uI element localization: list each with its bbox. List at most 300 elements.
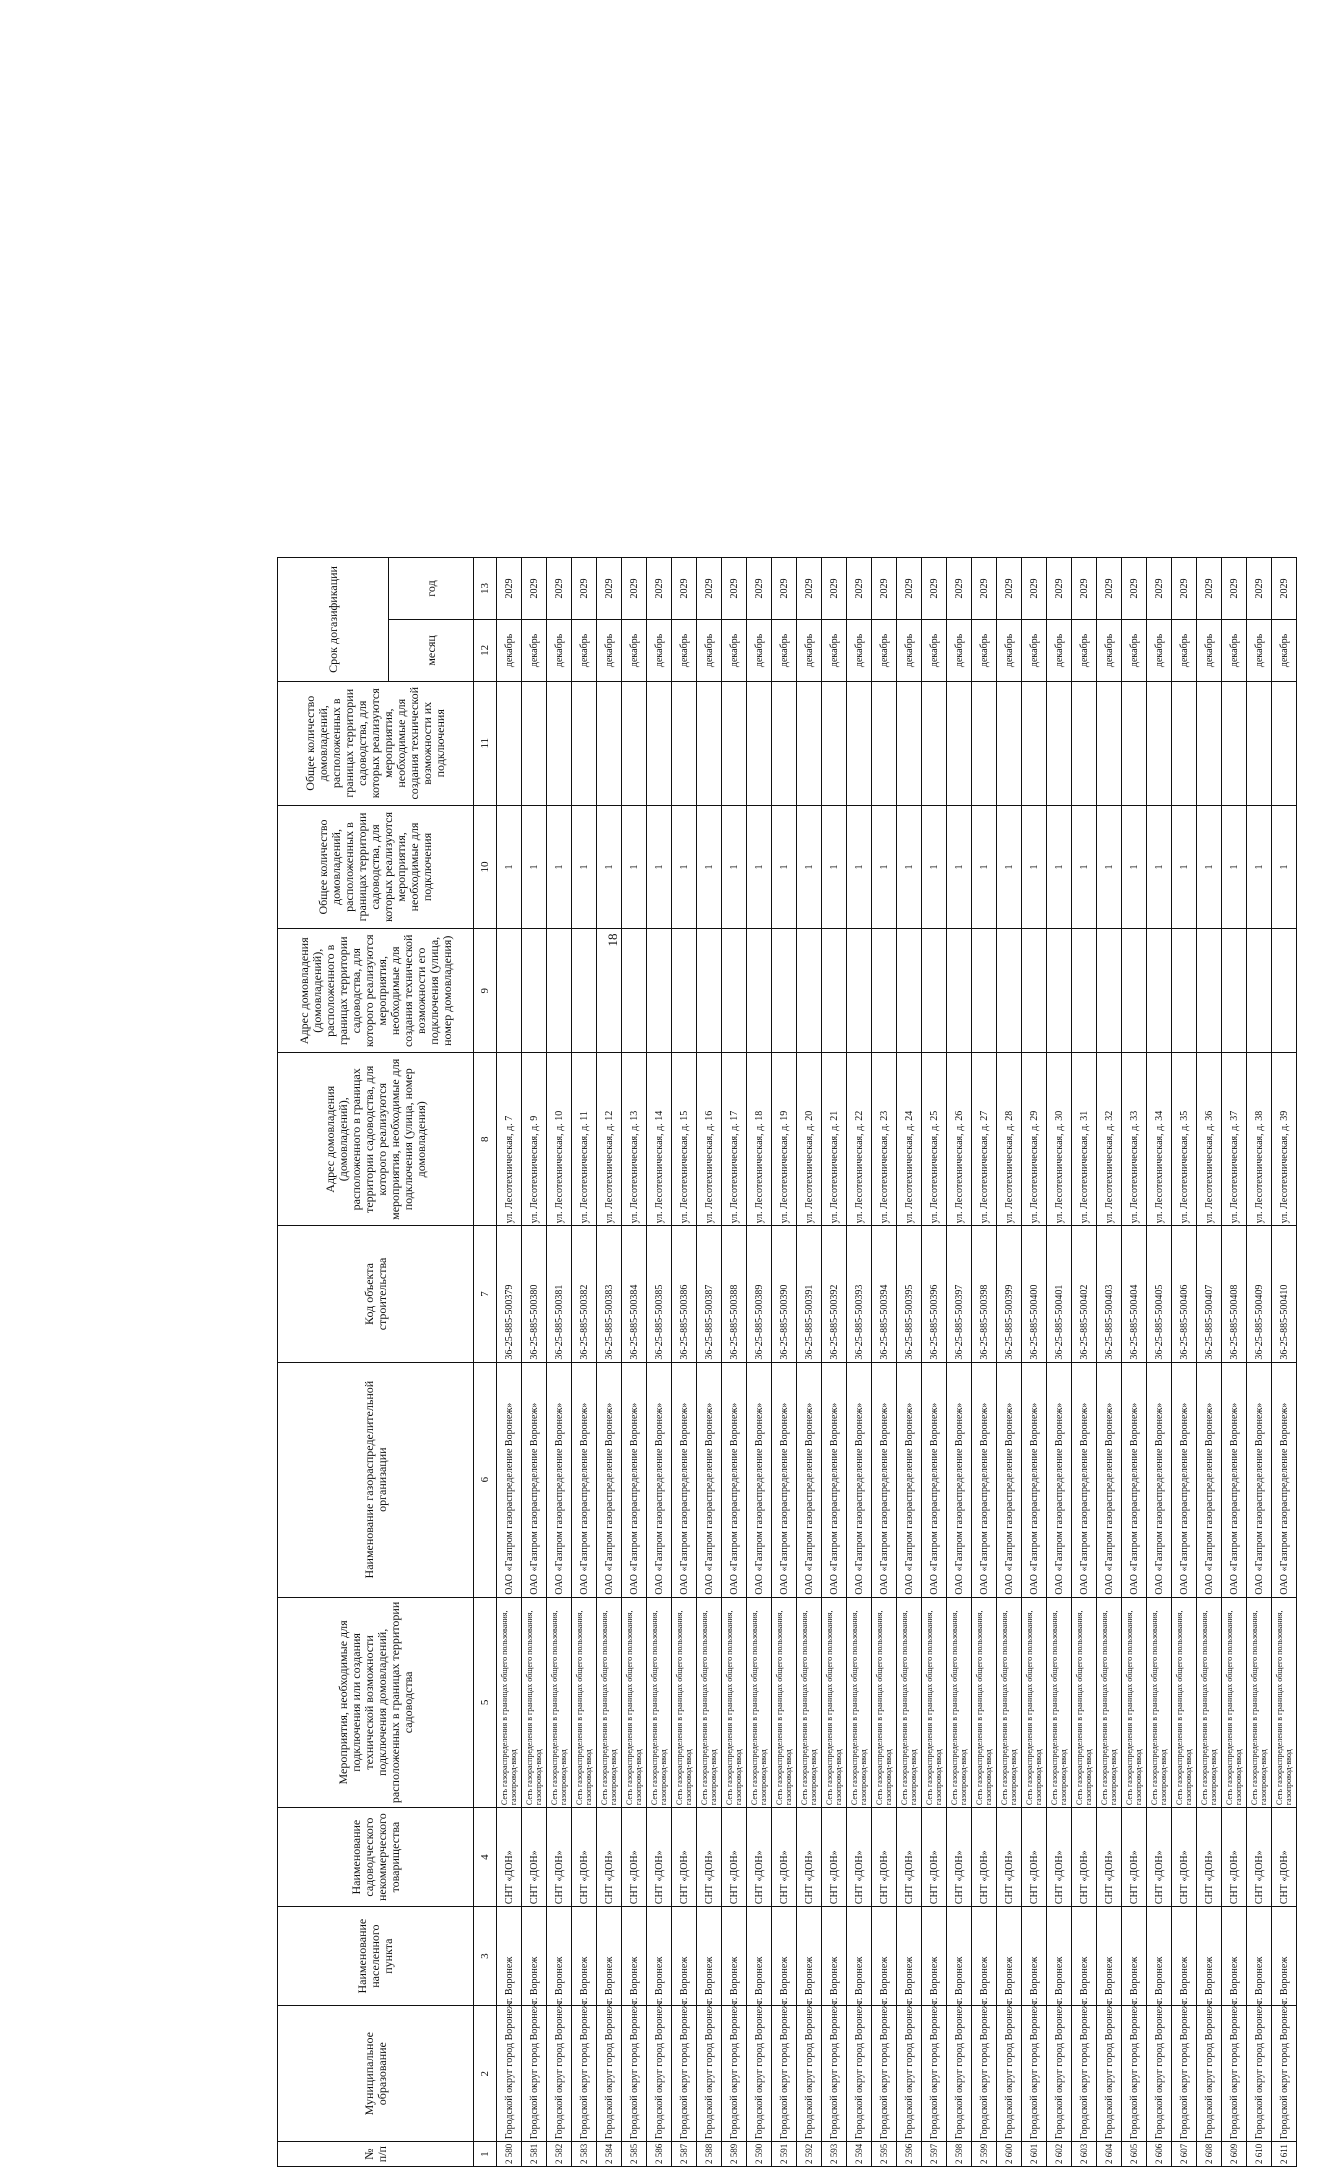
deadline-year-cell: 2029 xyxy=(946,557,971,619)
partnership-cell: СНТ «ДОН» xyxy=(1171,1807,1196,1906)
object-code-cell: 36-25-885-500393 xyxy=(846,1225,871,1361)
row-number-cell: 2 588 xyxy=(696,2141,721,2166)
row-number-cell: 2 609 xyxy=(1221,2141,1246,2166)
count-connection-cell: 1 xyxy=(921,805,946,929)
column-number: 1 xyxy=(473,2141,496,2166)
count-connection-cell: 1 xyxy=(571,805,596,929)
partnership-cell: СНТ «ДОН» xyxy=(646,1807,671,1906)
gas-organization-cell: ОАО «Газпром газораспределение Воронеж» xyxy=(696,1362,721,1597)
gas-organization-cell: ОАО «Газпром газораспределение Воронеж» xyxy=(1121,1362,1146,1597)
count-connection-cell: 1 xyxy=(846,805,871,929)
gas-organization-cell: ОАО «Газпром газораспределение Воронеж» xyxy=(746,1362,771,1597)
measures-cell: Сеть газораспределения в границах общего пользования, газопровод-ввод xyxy=(871,1597,896,1807)
object-code-cell: 36-25-885-500403 xyxy=(1096,1225,1121,1361)
partnership-cell: СНТ «ДОН» xyxy=(771,1807,796,1906)
settlement-cell: г. Воронеж xyxy=(996,1906,1021,2005)
address-connection-cell: ул. Лесотехническая, д. 31 xyxy=(1071,1052,1096,1225)
row-number-cell: 2 598 xyxy=(946,2141,971,2166)
municipality-cell: Городской округ город Воронеж xyxy=(1196,2005,1221,2141)
row-number-cell: 2 587 xyxy=(671,2141,696,2166)
object-code-cell: 36-25-885-500388 xyxy=(721,1225,746,1361)
deadline-year-cell: 2029 xyxy=(1171,557,1196,619)
deadline-month-cell: декабрь xyxy=(646,619,671,681)
column-number: 7 xyxy=(473,1225,496,1361)
address-technical-cell xyxy=(871,928,896,1052)
gas-organization-cell: ОАО «Газпром газораспределение Воронеж» xyxy=(1146,1362,1171,1597)
municipality-cell: Городской округ город Воронеж xyxy=(971,2005,996,2141)
municipality-cell: Городской округ город Воронеж xyxy=(646,2005,671,2141)
measures-cell: Сеть газораспределения в границах общего пользования, газопровод-ввод xyxy=(721,1597,746,1807)
gas-organization-cell: ОАО «Газпром газораспределение Воронеж» xyxy=(1171,1362,1196,1597)
address-connection-cell: ул. Лесотехническая, д. 19 xyxy=(771,1052,796,1225)
address-technical-cell xyxy=(596,928,621,1052)
municipality-cell: Городской округ город Воронеж xyxy=(946,2005,971,2141)
address-technical-cell xyxy=(1071,928,1096,1052)
settlement-cell: г. Воронеж xyxy=(496,1906,521,2005)
address-connection-cell: ул. Лесотехническая, д. 37 xyxy=(1221,1052,1246,1225)
row-number-cell: 2 596 xyxy=(896,2141,921,2166)
table-row xyxy=(1221,557,1246,2166)
partnership-cell: СНТ «ДОН» xyxy=(1146,1807,1171,1906)
object-code-cell: 36-25-885-500382 xyxy=(571,1225,596,1361)
gas-organization-cell: ОАО «Газпром газораспределение Воронеж» xyxy=(921,1362,946,1597)
address-connection-cell: ул. Лесотехническая, д. 35 xyxy=(1171,1052,1196,1225)
count-technical-cell xyxy=(946,681,971,805)
row-number-cell: 2 591 xyxy=(771,2141,796,2166)
table-row xyxy=(496,557,521,2166)
table-row xyxy=(1146,557,1171,2166)
row-number-cell: 2 599 xyxy=(971,2141,996,2166)
count-technical-cell xyxy=(521,681,546,805)
partnership-cell: СНТ «ДОН» xyxy=(871,1807,896,1906)
address-technical-cell xyxy=(521,928,546,1052)
deadline-month-cell: декабрь xyxy=(1146,619,1171,681)
municipality-cell: Городской округ город Воронеж xyxy=(871,2005,896,2141)
address-technical-cell xyxy=(621,928,646,1052)
count-technical-cell xyxy=(546,681,571,805)
table-row xyxy=(571,557,596,2166)
row-number-cell: 2 597 xyxy=(921,2141,946,2166)
address-technical-cell xyxy=(496,928,521,1052)
deadline-month-cell: декабрь xyxy=(721,619,746,681)
address-connection-cell: ул. Лесотехническая, д. 15 xyxy=(671,1052,696,1225)
count-technical-cell xyxy=(696,681,721,805)
row-number-cell: 2 604 xyxy=(1096,2141,1121,2166)
settlement-cell: г. Воронеж xyxy=(1071,1906,1096,2005)
count-technical-cell xyxy=(496,681,521,805)
address-technical-cell xyxy=(1121,928,1146,1052)
column-number: 13 xyxy=(473,557,496,619)
settlement-cell: г. Воронеж xyxy=(546,1906,571,2005)
row-number-cell: 2 586 xyxy=(646,2141,671,2166)
count-connection-cell: 1 xyxy=(871,805,896,929)
deadline-year-cell: 2029 xyxy=(896,557,921,619)
gas-organization-cell: ОАО «Газпром газораспределение Воронеж» xyxy=(1221,1362,1246,1597)
measures-cell: Сеть газораспределения в границах общего пользования, газопровод-ввод xyxy=(771,1597,796,1807)
table-row xyxy=(646,557,671,2166)
measures-cell: Сеть газораспределения в границах общего пользования, газопровод-ввод xyxy=(521,1597,546,1807)
address-technical-cell xyxy=(771,928,796,1052)
measures-cell: Сеть газораспределения в границах общего пользования, газопровод-ввод xyxy=(821,1597,846,1807)
deadline-year-cell: 2029 xyxy=(771,557,796,619)
measures-cell: Сеть газораспределения в границах общего пользования, газопровод-ввод xyxy=(696,1597,721,1807)
table-row xyxy=(596,557,621,2166)
gas-organization-cell: ОАО «Газпром газораспределение Воронеж» xyxy=(1046,1362,1071,1597)
address-connection-cell: ул. Лесотехническая, д. 28 xyxy=(996,1052,1021,1225)
column-number: 6 xyxy=(473,1362,496,1597)
row-number-cell: 2 580 xyxy=(496,2141,521,2166)
deadline-year-cell: 2029 xyxy=(496,557,521,619)
count-technical-cell xyxy=(1096,681,1121,805)
deadline-month-cell: декабрь xyxy=(1046,619,1071,681)
measures-cell: Сеть газораспределения в границах общего пользования, газопровод-ввод xyxy=(971,1597,996,1807)
count-technical-cell xyxy=(996,681,1021,805)
count-technical-cell xyxy=(1146,681,1171,805)
address-connection-cell: ул. Лесотехническая, д. 32 xyxy=(1096,1052,1121,1225)
count-connection-cell: 1 xyxy=(971,805,996,929)
table-row xyxy=(1096,557,1121,2166)
settlement-cell: г. Воронеж xyxy=(1096,1906,1121,2005)
address-connection-cell: ул. Лесотехническая, д. 39 xyxy=(1271,1052,1296,1225)
object-code-cell: 36-25-885-500395 xyxy=(896,1225,921,1361)
count-technical-cell xyxy=(646,681,671,805)
address-technical-cell xyxy=(746,928,771,1052)
measures-cell: Сеть газораспределения в границах общего пользования, газопровод-ввод xyxy=(546,1597,571,1807)
object-code-cell: 36-25-885-500400 xyxy=(1021,1225,1046,1361)
deadline-year-cell: 2029 xyxy=(871,557,896,619)
header-municipality: Муниципальное образование xyxy=(277,2005,473,2141)
table-row xyxy=(1196,557,1221,2166)
partnership-cell: СНТ «ДОН» xyxy=(1021,1807,1046,1906)
deadline-year-cell: 2029 xyxy=(571,557,596,619)
deadline-year-cell: 2029 xyxy=(1071,557,1096,619)
count-technical-cell xyxy=(596,681,621,805)
row-number-cell: 2 592 xyxy=(796,2141,821,2166)
deadline-year-cell: 2029 xyxy=(921,557,946,619)
measures-cell: Сеть газораспределения в границах общего пользования, газопровод-ввод xyxy=(646,1597,671,1807)
address-connection-cell: ул. Лесотехническая, д. 16 xyxy=(696,1052,721,1225)
gas-organization-cell: ОАО «Газпром газораспределение Воронеж» xyxy=(796,1362,821,1597)
object-code-cell: 36-25-885-500385 xyxy=(646,1225,671,1361)
object-code-cell: 36-25-885-500407 xyxy=(1196,1225,1221,1361)
count-technical-cell xyxy=(721,681,746,805)
object-code-cell: 36-25-885-500396 xyxy=(921,1225,946,1361)
partnership-cell: СНТ «ДОН» xyxy=(1271,1807,1296,1906)
count-technical-cell xyxy=(771,681,796,805)
settlement-cell: г. Воронеж xyxy=(671,1906,696,2005)
municipality-cell: Городской округ город Воронеж xyxy=(696,2005,721,2141)
address-technical-cell xyxy=(721,928,746,1052)
municipality-cell: Городской округ город Воронеж xyxy=(1246,2005,1271,2141)
address-connection-cell: ул. Лесотехническая, д. 14 xyxy=(646,1052,671,1225)
municipality-cell: Городской округ город Воронеж xyxy=(1096,2005,1121,2141)
row-number-cell: 2 583 xyxy=(571,2141,596,2166)
table-row xyxy=(921,557,946,2166)
count-technical-cell xyxy=(846,681,871,805)
address-technical-cell xyxy=(1171,928,1196,1052)
column-number: 10 xyxy=(473,805,496,929)
deadline-year-cell: 2029 xyxy=(796,557,821,619)
deadline-month-cell: декабрь xyxy=(896,619,921,681)
count-technical-cell xyxy=(1046,681,1071,805)
partnership-cell: СНТ «ДОН» xyxy=(496,1807,521,1906)
count-technical-cell xyxy=(1221,681,1246,805)
object-code-cell: 36-25-885-500380 xyxy=(521,1225,546,1361)
partnership-cell: СНТ «ДОН» xyxy=(821,1807,846,1906)
table-body xyxy=(496,557,1296,2166)
count-connection-cell: 1 xyxy=(1221,805,1246,929)
deadline-month-cell: декабрь xyxy=(1071,619,1096,681)
count-connection-cell: 1 xyxy=(946,805,971,929)
measures-cell: Сеть газораспределения в границах общего пользования, газопровод-ввод xyxy=(1071,1597,1096,1807)
count-connection-cell: 1 xyxy=(1121,805,1146,929)
deadline-month-cell: декабрь xyxy=(1121,619,1146,681)
deadline-month-cell: декабрь xyxy=(771,619,796,681)
row-number-cell: 2 602 xyxy=(1046,2141,1071,2166)
address-technical-cell xyxy=(1196,928,1221,1052)
header-month: месяц xyxy=(388,619,473,681)
partnership-cell: СНТ «ДОН» xyxy=(946,1807,971,1906)
measures-cell: Сеть газораспределения в границах общего пользования, газопровод-ввод xyxy=(1146,1597,1171,1807)
count-technical-cell xyxy=(921,681,946,805)
settlement-cell: г. Воронеж xyxy=(971,1906,996,2005)
settlement-cell: г. Воронеж xyxy=(596,1906,621,2005)
address-technical-cell xyxy=(696,928,721,1052)
header-gas-organization: Наименование газораспределительной организации xyxy=(277,1362,473,1597)
object-code-cell: 36-25-885-500406 xyxy=(1171,1225,1196,1361)
count-connection-cell: 1 xyxy=(771,805,796,929)
count-connection-cell: 1 xyxy=(1196,805,1221,929)
header-count-connection: Общее количество домовладений, расположенных в границах территории садоводства, для которых реализуются мероприятия, необходимые для подключения xyxy=(277,805,473,929)
gas-organization-cell: ОАО «Газпром газораспределение Воронеж» xyxy=(771,1362,796,1597)
municipality-cell: Городской округ город Воронеж xyxy=(996,2005,1021,2141)
address-connection-cell: ул. Лесотехническая, д. 26 xyxy=(946,1052,971,1225)
measures-cell: Сеть газораспределения в границах общего пользования, газопровод-ввод xyxy=(1021,1597,1046,1807)
row-number-cell: 2 585 xyxy=(621,2141,646,2166)
object-code-cell: 36-25-885-500379 xyxy=(496,1225,521,1361)
count-technical-cell xyxy=(671,681,696,805)
municipality-cell: Городской округ город Воронеж xyxy=(771,2005,796,2141)
settlement-cell: г. Воронеж xyxy=(846,1906,871,2005)
measures-cell: Сеть газораспределения в границах общего пользования, газопровод-ввод xyxy=(671,1597,696,1807)
address-connection-cell: ул. Лесотехническая, д. 7 xyxy=(496,1052,521,1225)
address-connection-cell: ул. Лесотехническая, д. 21 xyxy=(821,1052,846,1225)
address-technical-cell xyxy=(1146,928,1171,1052)
count-connection-cell: 1 xyxy=(1046,805,1071,929)
header-address-technical: Адрес домовладения (домовладений), расположенного в границах территории садоводства, для которого реализуются мероприятия, необходимые для создания технической возможности его подключения (улица, номер домовладения) xyxy=(277,928,473,1052)
deadline-year-cell: 2029 xyxy=(1046,557,1071,619)
municipality-cell: Городской округ город Воронеж xyxy=(496,2005,521,2141)
address-technical-cell xyxy=(846,928,871,1052)
row-number-cell: 2 610 xyxy=(1246,2141,1271,2166)
gas-organization-cell: ОАО «Газпром газораспределение Воронеж» xyxy=(671,1362,696,1597)
deadline-year-cell: 2029 xyxy=(971,557,996,619)
address-technical-cell xyxy=(996,928,1021,1052)
address-connection-cell: ул. Лесотехническая, д. 24 xyxy=(896,1052,921,1225)
partnership-cell: СНТ «ДОН» xyxy=(971,1807,996,1906)
address-technical-cell xyxy=(971,928,996,1052)
deadline-year-cell: 2029 xyxy=(1271,557,1296,619)
count-technical-cell xyxy=(1121,681,1146,805)
address-technical-cell xyxy=(1096,928,1121,1052)
partnership-cell: СНТ «ДОН» xyxy=(1246,1807,1271,1906)
table-row xyxy=(846,557,871,2166)
address-connection-cell: ул. Лесотехническая, д. 20 xyxy=(796,1052,821,1225)
address-technical-cell xyxy=(1021,928,1046,1052)
column-number: 9 xyxy=(473,928,496,1052)
count-technical-cell xyxy=(1071,681,1096,805)
gas-organization-cell: ОАО «Газпром газораспределение Воронеж» xyxy=(646,1362,671,1597)
measures-cell: Сеть газораспределения в границах общего пользования, газопровод-ввод xyxy=(746,1597,771,1807)
header-measures: Мероприятия, необходимые для подключения или создания технической возможности подключения домовладений, расположенных в границах территории садоводства xyxy=(277,1597,473,1807)
address-connection-cell: ул. Лесотехническая, д. 33 xyxy=(1121,1052,1146,1225)
measures-cell: Сеть газораспределения в границах общего пользования, газопровод-ввод xyxy=(796,1597,821,1807)
measures-cell: Сеть газораспределения в границах общего пользования, газопровод-ввод xyxy=(1121,1597,1146,1807)
municipality-cell: Городской округ город Воронеж xyxy=(1146,2005,1171,2141)
address-connection-cell: ул. Лесотехническая, д. 29 xyxy=(1021,1052,1046,1225)
table-header xyxy=(277,557,496,2166)
address-connection-cell: ул. Лесотехническая, д. 30 xyxy=(1046,1052,1071,1225)
table-row xyxy=(1271,557,1296,2166)
table-row xyxy=(871,557,896,2166)
partnership-cell: СНТ «ДОН» xyxy=(521,1807,546,1906)
object-code-cell: 36-25-885-500397 xyxy=(946,1225,971,1361)
table-row xyxy=(771,557,796,2166)
table-row xyxy=(1046,557,1071,2166)
gas-organization-cell: ОАО «Газпром газораспределение Воронеж» xyxy=(496,1362,521,1597)
municipality-cell: Городской округ город Воронеж xyxy=(621,2005,646,2141)
settlement-cell: г. Воронеж xyxy=(696,1906,721,2005)
settlement-cell: г. Воронеж xyxy=(871,1906,896,2005)
row-number-cell: 2 589 xyxy=(721,2141,746,2166)
deadline-month-cell: декабрь xyxy=(496,619,521,681)
deadline-year-cell: 2029 xyxy=(621,557,646,619)
partnership-cell: СНТ «ДОН» xyxy=(1221,1807,1246,1906)
count-connection-cell: 1 xyxy=(821,805,846,929)
settlement-cell: г. Воронеж xyxy=(621,1906,646,2005)
deadline-year-cell: 2029 xyxy=(821,557,846,619)
municipality-cell: Городской округ город Воронеж xyxy=(796,2005,821,2141)
municipality-cell: Городской округ город Воронеж xyxy=(846,2005,871,2141)
count-connection-cell: 1 xyxy=(896,805,921,929)
count-connection-cell: 1 xyxy=(1096,805,1121,929)
table-row xyxy=(796,557,821,2166)
count-connection-cell: 1 xyxy=(1146,805,1171,929)
deadline-year-cell: 2029 xyxy=(846,557,871,619)
column-number-row xyxy=(473,557,496,2166)
measures-cell: Сеть газораспределения в границах общего пользования, газопровод-ввод xyxy=(621,1597,646,1807)
count-connection-cell: 1 xyxy=(746,805,771,929)
partnership-cell: СНТ «ДОН» xyxy=(1046,1807,1071,1906)
column-number: 3 xyxy=(473,1906,496,2005)
measures-cell: Сеть газораспределения в границах общего пользования, газопровод-ввод xyxy=(846,1597,871,1807)
count-technical-cell xyxy=(621,681,646,805)
settlement-cell: г. Воронеж xyxy=(1196,1906,1221,2005)
count-technical-cell xyxy=(1271,681,1296,805)
object-code-cell: 36-25-885-500389 xyxy=(746,1225,771,1361)
address-connection-cell: ул. Лесотехническая, д. 10 xyxy=(546,1052,571,1225)
gas-organization-cell: ОАО «Газпром газораспределение Воронеж» xyxy=(821,1362,846,1597)
count-technical-cell xyxy=(1246,681,1271,805)
deadline-year-cell: 2029 xyxy=(746,557,771,619)
municipality-cell: Городской округ город Воронеж xyxy=(1121,2005,1146,2141)
deadline-month-cell: декабрь xyxy=(1021,619,1046,681)
count-connection-cell: 1 xyxy=(1071,805,1096,929)
measures-cell: Сеть газораспределения в границах общего пользования, газопровод-ввод xyxy=(946,1597,971,1807)
deadline-year-cell: 2029 xyxy=(596,557,621,619)
settlement-cell: г. Воронеж xyxy=(1146,1906,1171,2005)
gas-organization-cell: ОАО «Газпром газораспределение Воронеж» xyxy=(721,1362,746,1597)
address-technical-cell xyxy=(1221,928,1246,1052)
partnership-cell: СНТ «ДОН» xyxy=(671,1807,696,1906)
object-code-cell: 36-25-885-500384 xyxy=(621,1225,646,1361)
address-technical-cell xyxy=(946,928,971,1052)
deadline-month-cell: декабрь xyxy=(971,619,996,681)
gas-organization-cell: ОАО «Газпром газораспределение Воронеж» xyxy=(871,1362,896,1597)
count-technical-cell xyxy=(796,681,821,805)
table-row xyxy=(821,557,846,2166)
deadline-month-cell: декабрь xyxy=(671,619,696,681)
table-row xyxy=(621,557,646,2166)
gas-organization-cell: ОАО «Газпром газораспределение Воронеж» xyxy=(1246,1362,1271,1597)
deadline-month-cell: декабрь xyxy=(746,619,771,681)
row-number-cell: 2 594 xyxy=(846,2141,871,2166)
column-number: 4 xyxy=(473,1807,496,1906)
object-code-cell: 36-25-885-500410 xyxy=(1271,1225,1296,1361)
deadline-month-cell: декабрь xyxy=(846,619,871,681)
settlement-cell: г. Воронеж xyxy=(896,1906,921,2005)
gas-organization-cell: ОАО «Газпром газораспределение Воронеж» xyxy=(846,1362,871,1597)
count-connection-cell: 1 xyxy=(1171,805,1196,929)
measures-cell: Сеть газораспределения в границах общего пользования, газопровод-ввод xyxy=(896,1597,921,1807)
column-number: 2 xyxy=(473,2005,496,2141)
deadline-month-cell: декабрь xyxy=(821,619,846,681)
header-count-technical: Общее количество домовладений, расположенных в границах территории садоводства, для которых реализуются мероприятия, необходимые для создания технической возможности их подключения xyxy=(277,681,473,805)
municipality-cell: Городской округ город Воронеж xyxy=(1071,2005,1096,2141)
deadline-month-cell: декабрь xyxy=(996,619,1021,681)
table-row xyxy=(896,557,921,2166)
row-number-cell: 2 582 xyxy=(546,2141,571,2166)
count-technical-cell xyxy=(571,681,596,805)
municipality-cell: Городской округ город Воронеж xyxy=(721,2005,746,2141)
deadline-month-cell: декабрь xyxy=(1221,619,1246,681)
settlement-cell: г. Воронеж xyxy=(1046,1906,1071,2005)
count-connection-cell: 1 xyxy=(996,805,1021,929)
count-connection-cell: 1 xyxy=(721,805,746,929)
deadline-year-cell: 2029 xyxy=(1121,557,1146,619)
gas-organization-cell: ОАО «Газпром газораспределение Воронеж» xyxy=(1021,1362,1046,1597)
table-row xyxy=(996,557,1021,2166)
address-technical-cell xyxy=(1046,928,1071,1052)
gas-organization-cell: ОАО «Газпром газораспределение Воронеж» xyxy=(1071,1362,1096,1597)
partnership-cell: СНТ «ДОН» xyxy=(1121,1807,1146,1906)
gas-organization-cell: ОАО «Газпром газораспределение Воронеж» xyxy=(971,1362,996,1597)
measures-cell: Сеть газораспределения в границах общего пользования, газопровод-ввод xyxy=(996,1597,1021,1807)
object-code-cell: 36-25-885-500404 xyxy=(1121,1225,1146,1361)
count-technical-cell xyxy=(746,681,771,805)
settlement-cell: г. Воронеж xyxy=(646,1906,671,2005)
deadline-month-cell: декабрь xyxy=(571,619,596,681)
settlement-cell: г. Воронеж xyxy=(1121,1906,1146,2005)
settlement-cell: г. Воронеж xyxy=(771,1906,796,2005)
municipality-cell: Городской округ город Воронеж xyxy=(596,2005,621,2141)
deadline-year-cell: 2029 xyxy=(1221,557,1246,619)
address-technical-cell xyxy=(646,928,671,1052)
municipality-cell: Городской округ город Воронеж xyxy=(896,2005,921,2141)
address-technical-cell xyxy=(671,928,696,1052)
count-technical-cell xyxy=(871,681,896,805)
municipality-cell: Городской округ город Воронеж xyxy=(1046,2005,1071,2141)
